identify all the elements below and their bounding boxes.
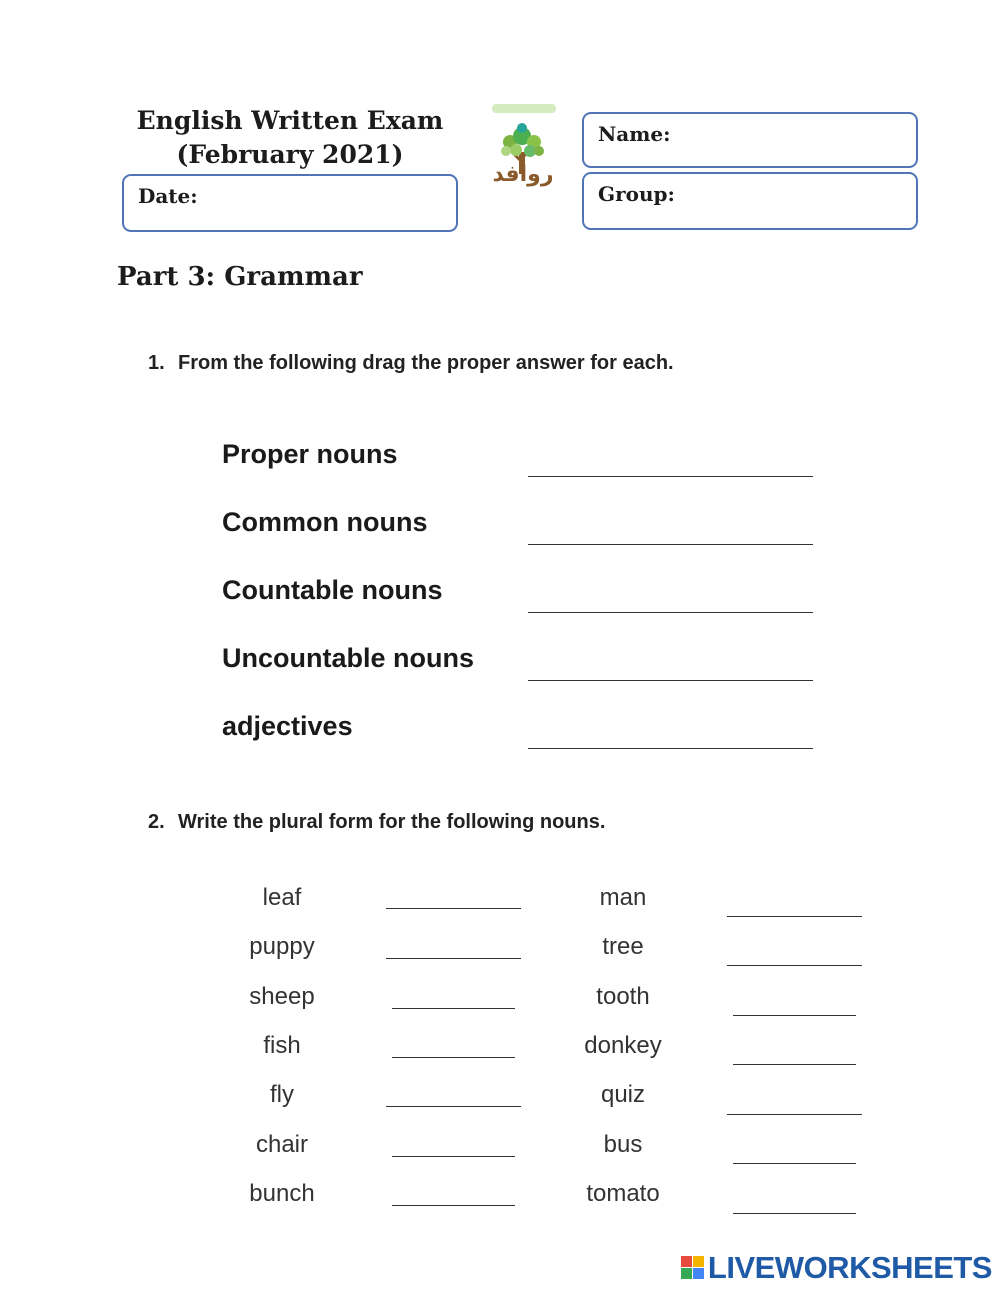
category-label: Uncountable nouns bbox=[222, 643, 474, 673]
question-1 bbox=[148, 352, 674, 375]
noun-word: bus bbox=[603, 1131, 643, 1158]
cubes-icon bbox=[681, 1256, 704, 1279]
drop-zone[interactable] bbox=[528, 680, 813, 681]
category-label: Common nouns bbox=[222, 507, 428, 537]
category-label: Proper nouns bbox=[222, 439, 398, 469]
category-row bbox=[222, 575, 822, 625]
plural-answer-field[interactable] bbox=[386, 958, 521, 959]
noun-word: quiz bbox=[600, 1081, 646, 1108]
plural-answer-field[interactable] bbox=[733, 1015, 856, 1016]
drop-zone[interactable] bbox=[528, 544, 813, 545]
group-box[interactable] bbox=[582, 172, 918, 230]
plural-answer-field[interactable] bbox=[733, 1064, 856, 1065]
noun-word: leaf bbox=[262, 884, 302, 911]
plural-answer-field[interactable] bbox=[392, 1156, 515, 1157]
plural-answer-field[interactable] bbox=[727, 916, 862, 917]
drop-zone[interactable] bbox=[528, 748, 813, 749]
noun-word: tree bbox=[602, 933, 644, 960]
liveworksheets-logo[interactable] bbox=[681, 1252, 992, 1283]
date-box[interactable] bbox=[122, 174, 458, 232]
noun-word: donkey bbox=[584, 1032, 662, 1059]
question-2-text: Write the plural form for the following nouns. bbox=[178, 811, 606, 833]
name-box[interactable] bbox=[582, 112, 918, 168]
category-label: adjectives bbox=[222, 711, 353, 741]
school-logo bbox=[470, 100, 576, 196]
noun-word: sheep bbox=[249, 983, 315, 1010]
plural-answer-field[interactable] bbox=[727, 1114, 862, 1115]
drop-zone[interactable] bbox=[528, 476, 813, 477]
noun-word: fly bbox=[270, 1081, 294, 1108]
liveworksheets-wordmark: LIVEWORKSHEETS bbox=[707, 1250, 992, 1285]
plural-answer-field[interactable] bbox=[386, 908, 521, 909]
question-2-number: 2. bbox=[148, 811, 165, 833]
category-label: Countable nouns bbox=[222, 575, 443, 605]
plural-answer-field[interactable] bbox=[392, 1205, 515, 1206]
category-row bbox=[222, 439, 822, 489]
group-label: Group: bbox=[598, 182, 675, 206]
exam-title-line1: English Written Exam bbox=[136, 106, 444, 135]
plural-answer-field[interactable] bbox=[392, 1008, 515, 1009]
cube bbox=[693, 1268, 704, 1279]
cube bbox=[693, 1256, 704, 1267]
exam-title bbox=[110, 104, 470, 172]
part-heading: Part 3: Grammar bbox=[117, 262, 363, 292]
plural-answer-field[interactable] bbox=[386, 1106, 521, 1107]
noun-word: bunch bbox=[249, 1180, 315, 1207]
category-row bbox=[222, 507, 822, 557]
logo-wordmark: روافد bbox=[492, 162, 554, 187]
drop-zone[interactable] bbox=[528, 612, 813, 613]
noun-word: tooth bbox=[596, 983, 650, 1010]
noun-word: man bbox=[599, 884, 647, 911]
exam-title-line2: (February 2021) bbox=[176, 140, 404, 169]
question-2 bbox=[148, 811, 605, 834]
question-1-text: From the following drag the proper answer for each. bbox=[178, 352, 674, 374]
name-label: Name: bbox=[598, 122, 671, 146]
noun-word: tomato bbox=[586, 1180, 660, 1207]
cube bbox=[681, 1268, 692, 1279]
category-row bbox=[222, 711, 822, 761]
noun-word: puppy bbox=[249, 933, 315, 960]
cube bbox=[681, 1256, 692, 1267]
plural-answer-field[interactable] bbox=[727, 965, 862, 966]
noun-word: chair bbox=[255, 1131, 309, 1158]
plural-answer-field[interactable] bbox=[733, 1163, 856, 1164]
question-1-number: 1. bbox=[148, 352, 165, 374]
category-row bbox=[222, 643, 822, 693]
date-label: Date: bbox=[138, 184, 198, 208]
plural-answer-field[interactable] bbox=[392, 1057, 515, 1058]
plural-answer-field[interactable] bbox=[733, 1213, 856, 1214]
noun-word: fish bbox=[263, 1032, 301, 1059]
